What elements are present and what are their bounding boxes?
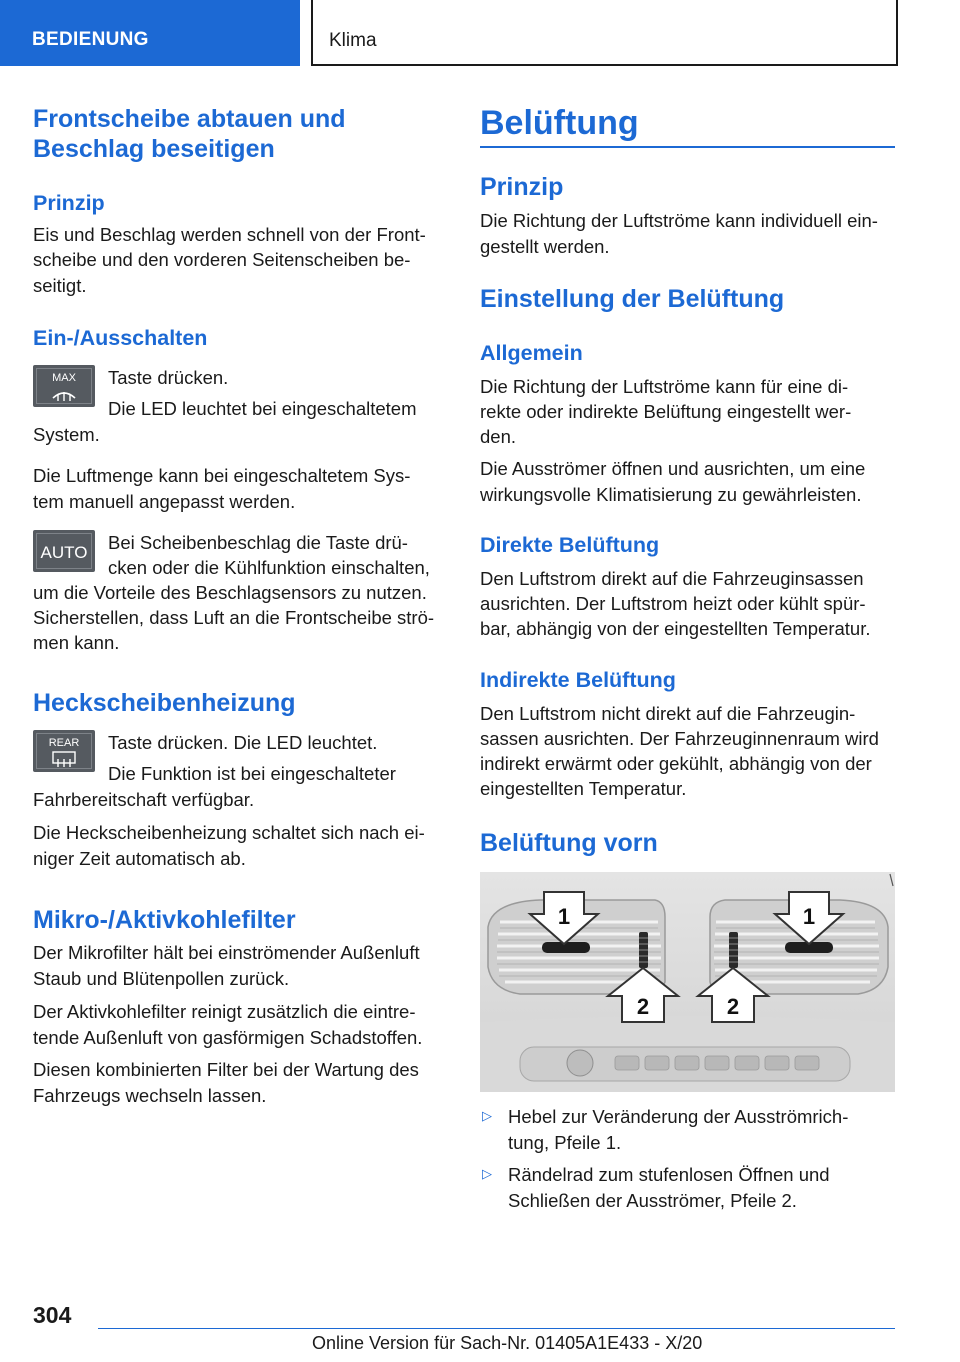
body-text: Fahrzeugs wechseln lassen. xyxy=(33,1085,267,1106)
section-tab xyxy=(0,0,300,66)
left-thumbwheel xyxy=(639,932,648,968)
heck-heading: Heckscheibenheizung xyxy=(33,689,296,717)
body-text: den. xyxy=(480,426,517,447)
rear-label: REAR xyxy=(48,737,80,749)
auto-label: AUTO xyxy=(40,543,88,562)
indirekt-heading: Indirekte Belüftung xyxy=(480,668,676,692)
section-title-line2: Beschlag beseitigen xyxy=(33,135,275,163)
body-text: scheibe und den vorderen Seitenscheiben be‐ xyxy=(33,249,411,270)
body-text: niger Zeit automatisch ab. xyxy=(33,848,246,869)
rear-defrost-button-icon xyxy=(33,730,95,772)
body-text: Staub und Blütenpollen zurück. xyxy=(33,968,290,989)
body-text: Die LED leuchtet bei eingeschaltetem xyxy=(108,398,417,419)
auto-button-icon xyxy=(33,530,95,572)
section-title-line1: Frontscheibe abtauen und xyxy=(33,105,346,133)
body-text: eingestellten Temperatur. xyxy=(480,778,687,799)
body-text: Der Aktivkohlefilter reinigt zusätzlich die eintre‐ xyxy=(33,1001,416,1022)
body-text: Die Heckscheibenheizung schaltet sich nach ei‐ xyxy=(33,822,425,843)
body-text: wirkungsvolle Klimatisierung zu gewährleisten. xyxy=(480,484,862,505)
body-text: sassen ausrichten. Der Fahrzeuginnenraum wird xyxy=(480,728,879,749)
body-text: Den Luftstrom direkt auf die Fahrzeuginsassen xyxy=(480,568,864,589)
body-text: seitigt. xyxy=(33,275,87,296)
body-text: tem manuell angepasst werden. xyxy=(33,491,296,512)
body-text: Die Funktion ist bei eingeschalteter xyxy=(108,763,396,784)
footer-rule xyxy=(98,1328,895,1329)
front-vents-figure xyxy=(480,872,895,1092)
body-text: Taste drücken. xyxy=(108,367,229,388)
bullet-triangle-icon: ▷ xyxy=(482,1108,492,1123)
footer-online-version: Online Version für Sach-Nr. 01405A1E433 - X/20 xyxy=(312,1333,703,1353)
body-text: indirekt erwärmt oder gekühlt, abhängig von der xyxy=(480,753,872,774)
chapter-tab xyxy=(311,0,898,66)
vorn-heading: Belüftung vorn xyxy=(480,829,658,857)
body-text: Die Richtung der Luftströme kann individuell ein‐ xyxy=(480,210,878,231)
section-label: BEDIENUNG xyxy=(32,29,149,50)
body-text: System. xyxy=(33,424,100,445)
body-text: um die Vorteile des Beschlagsensors zu nutzen. xyxy=(33,582,427,603)
svg-text:1: 1 xyxy=(557,904,571,929)
page-number: 304 xyxy=(33,1302,72,1328)
title-rule xyxy=(480,146,895,148)
max-label: MAX xyxy=(52,372,76,384)
body-text: Der Mikrofilter hält bei einströmender Außenluft xyxy=(33,942,420,963)
body-text: Eis und Beschlag werden schnell von der Front‐ xyxy=(33,224,426,245)
body-text: Die Ausströmer öffnen und ausrichten, um eine xyxy=(480,458,866,479)
body-text: Bei Scheibenbeschlag die Taste drü‐ xyxy=(108,532,408,553)
svg-text:2: 2 xyxy=(636,994,650,1019)
body-text: tende Außenluft von gasförmigen Schadstoffen. xyxy=(33,1027,423,1048)
direkt-heading: Direkte Belüftung xyxy=(480,533,660,557)
left-vent-lever xyxy=(542,942,590,953)
allgemein-heading: Allgemein xyxy=(480,341,583,365)
body-text: Diesen kombinierten Filter bei der Wartung des xyxy=(33,1059,419,1080)
body-text: Die Luftmenge kann bei eingeschaltetem Sys‐ xyxy=(33,465,411,486)
body-text: Den Luftstrom nicht direkt auf die Fahrzeugin‐ xyxy=(480,703,856,724)
einaus-heading: Ein-/Ausschalten xyxy=(33,326,208,350)
right-thumbwheel xyxy=(729,932,738,968)
windshield-defrost-icon xyxy=(33,365,95,407)
chapter-label: Klima xyxy=(329,30,377,51)
prinzip-heading: Prinzip xyxy=(480,173,564,201)
body-text: cken oder die Kühlfunktion einschalten, xyxy=(108,557,430,578)
mikro-heading: Mikro-/Aktivkohlefilter xyxy=(33,906,296,934)
max-defrost-button-icon xyxy=(33,365,95,407)
svg-text:1: 1 xyxy=(802,904,816,929)
body-text: rekte oder indirekte Belüftung eingestellt wer‐ xyxy=(480,401,852,422)
body-text: men kann. xyxy=(33,632,120,653)
body-text: Die Richtung der Luftströme kann für eine di‐ xyxy=(480,376,849,397)
console-knob xyxy=(567,1050,593,1076)
einstellung-heading: Einstellung der Belüftung xyxy=(480,285,785,313)
body-text: gestellt werden. xyxy=(480,236,610,257)
body-text: Taste drücken. Die LED leuchtet. xyxy=(108,732,378,753)
body-text: ausrichten. Der Luftstrom heizt oder kühlt spür‐ xyxy=(480,593,866,614)
svg-text:2: 2 xyxy=(726,994,740,1019)
bullet-triangle-icon: ▷ xyxy=(482,1166,492,1181)
page-title: Belüftung xyxy=(480,104,639,142)
body-text: Sicherstellen, dass Luft an die Frontscheibe strö‐ xyxy=(33,607,435,628)
body-text: bar, abhängig von der eingestellten Temperatur. xyxy=(480,618,871,639)
rear-window-defrost-icon xyxy=(33,730,95,772)
body-text: Fahrbereitschaft verfügbar. xyxy=(33,789,255,810)
prinzip-heading: Prinzip xyxy=(33,191,105,215)
